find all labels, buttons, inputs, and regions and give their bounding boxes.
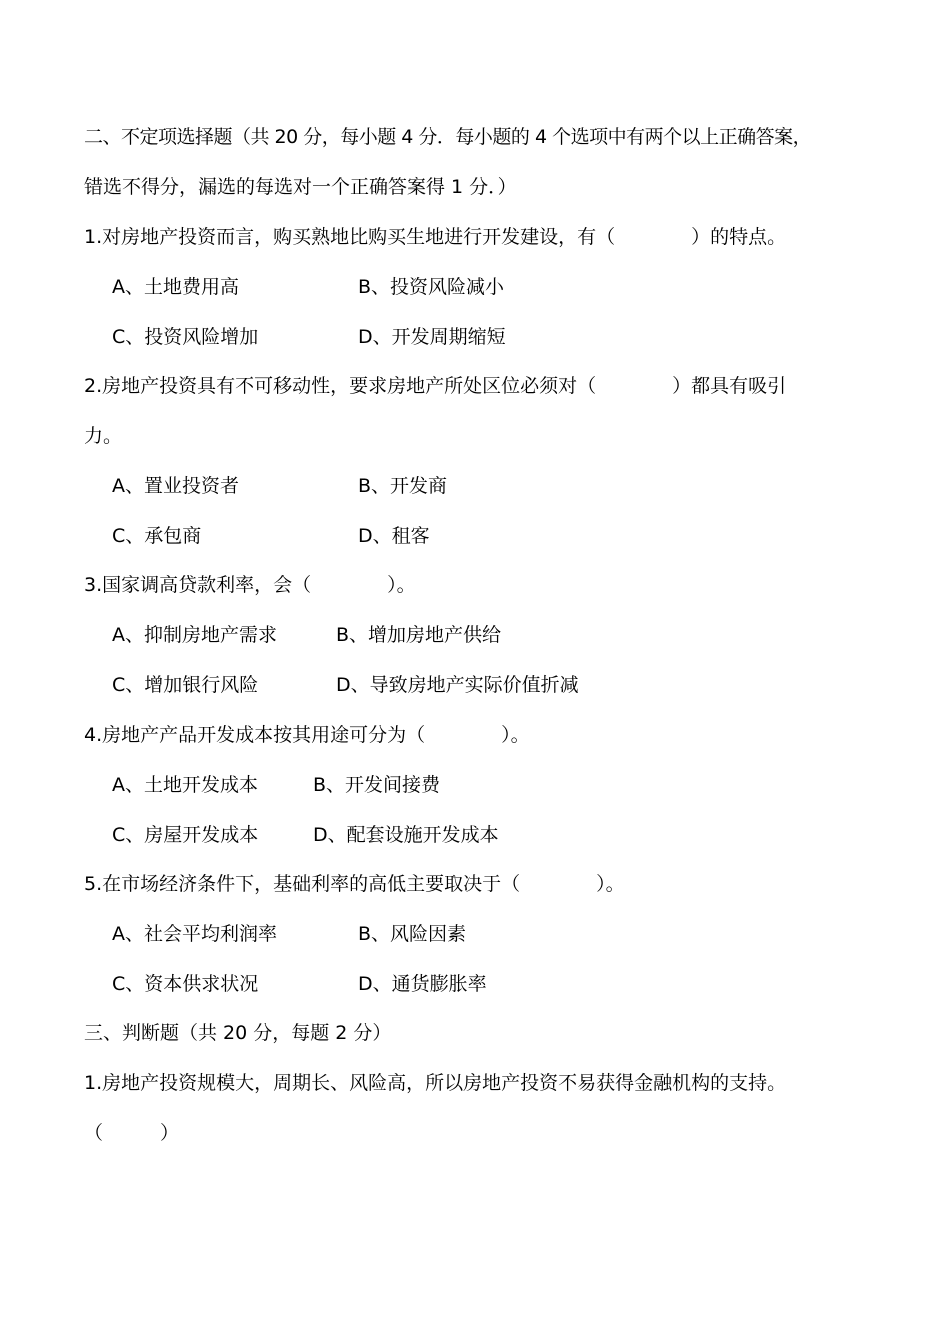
question-1-option-d: D、开发周期缩短 [358, 326, 506, 348]
question-4-stem: 4.房地产产品开发成本按其用途可分为（ ）。 [84, 724, 530, 746]
question-1-stem: 1.对房地产投资而言，购买熟地比购买生地进行开发建设，有（ ）的特点。 [84, 226, 787, 248]
question-1-option-a: A、土地费用高 [112, 276, 239, 298]
question-5-option-d: D、通货膨胀率 [358, 973, 487, 995]
question-1-option-c: C、投资风险增加 [112, 326, 259, 348]
question-4-option-b: B、开发间接费 [313, 774, 441, 796]
question-5-option-c: C、资本供求状况 [112, 973, 259, 995]
section-2-heading-line-1: 二、不定项选择题（共 20 分，每小题 4 分．每小题的 4 个选项中有两个以上正确答案， [84, 126, 812, 148]
question-4-option-d: D、配套设施开发成本 [313, 824, 499, 846]
question-3-option-b: B、增加房地产供给 [336, 624, 502, 646]
judgement-item-1-line-1: 1.房地产投资规模大，周期长、风险高，所以房地产投资不易获得金融机构的支持。 [84, 1072, 787, 1094]
question-5-option-a: A、社会平均利润率 [112, 923, 277, 945]
section-2-heading-line-2: 错选不得分，漏选的每选对一个正确答案得 1 分．） [84, 176, 517, 198]
question-4-option-c: C、房屋开发成本 [112, 824, 259, 846]
question-5-stem: 5.在市场经济条件下，基础利率的高低主要取决于（ ）。 [84, 873, 625, 895]
question-2-option-a: A、置业投资者 [112, 475, 239, 497]
question-3-option-c: C、增加银行风险 [112, 674, 259, 696]
section-3-heading: 三、判断题（共 20 分，每题 2 分） [84, 1022, 392, 1044]
question-5-option-b: B、风险因素 [358, 923, 467, 945]
question-3-option-a: A、抑制房地产需求 [112, 624, 277, 646]
question-2-option-c: C、承包商 [112, 525, 202, 547]
question-3-stem: 3.国家调高贷款利率，会（ ）。 [84, 574, 416, 596]
question-2-option-b: B、开发商 [358, 475, 448, 497]
question-3-option-d: D、导致房地产实际价值折减 [336, 674, 579, 696]
judgement-item-1-answer-blank: （ ） [84, 1122, 180, 1144]
question-4-option-a: A、土地开发成本 [112, 774, 258, 796]
question-2-stem-line-1: 2.房地产投资具有不可移动性，要求房地产所处区位必须对（ ）都具有吸引 [84, 375, 787, 397]
question-2-stem-line-2: 力。 [84, 425, 123, 447]
question-1-option-b: B、投资风险减小 [358, 276, 505, 298]
question-2-option-d: D、租客 [358, 525, 430, 547]
